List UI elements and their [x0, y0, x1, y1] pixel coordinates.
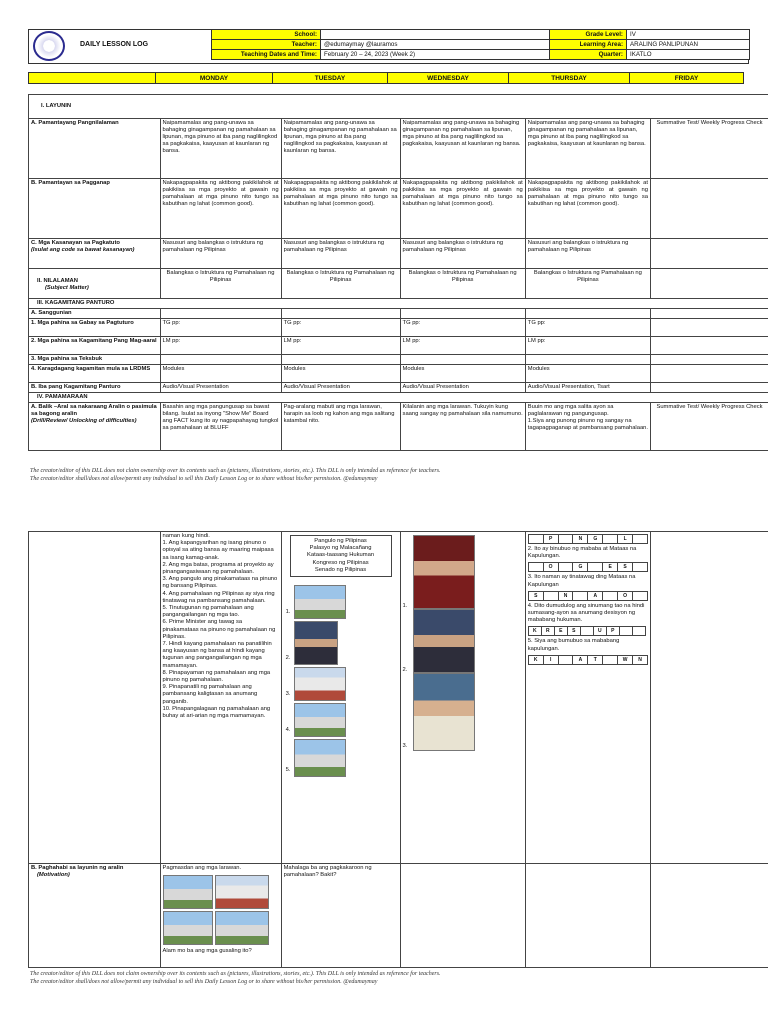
blank	[400, 864, 525, 968]
tg-mon: TG pp:	[160, 319, 281, 337]
motivation-tue: Mahalaga ba ang pagkakaroon ng pamahalaan? Bakit?	[281, 864, 400, 968]
school-value	[321, 30, 550, 40]
words-box	[290, 535, 392, 577]
blank	[400, 355, 525, 365]
num-2: 2.	[285, 655, 291, 662]
pic-row-3	[285, 667, 398, 703]
pamantayang-label: A. Pamantayang Pangnilalaman	[29, 119, 161, 179]
blank	[651, 864, 768, 968]
cell-b-wed: Nakapagpapakita ng aktibong pakikilahok at pakikiisa sa mga proyekto at gawain ng pamahalaan at mga pinuno nito tungo sa kabutihan ng lahat (common good).	[400, 179, 525, 239]
grid-cell	[543, 591, 558, 600]
word-5: Senado ng Pilipinas	[314, 566, 367, 573]
building-image	[294, 667, 346, 701]
kagamitan-heading: III. KAGAMITANG PANTURO	[29, 299, 768, 309]
wed-pic-3	[402, 673, 523, 751]
grid-cell: E	[603, 563, 618, 572]
blank	[281, 355, 400, 365]
grid-cell	[580, 627, 593, 636]
clue-5: 5. Siya ang bumubuo sa mababang kapulungan.	[527, 638, 620, 652]
aa-thu: Buuin mo ang mga salita ayon sa paglalarawan ng pangungusap. 1.Siya ang punong pinuno ng sangay na tagapagpaganap at pambansang pamahalaan.	[525, 403, 650, 451]
grid-cell: G	[588, 535, 603, 544]
grade-value: IV	[627, 30, 750, 40]
word-4: Kongreso ng Pilipinas	[312, 559, 369, 566]
footer-line-2: The creator/editor shall/does not allow/permit any individual to sell this Daily Lesson Log or to share without his/her permission. @edumaymay	[30, 476, 378, 482]
alam-mo-text: Alam mo ba ang mga gusaling ito?	[162, 948, 252, 955]
wed-pics-cell	[400, 532, 525, 864]
grid-cell: S	[528, 591, 543, 600]
grid-cell	[558, 563, 573, 572]
building-image	[294, 703, 346, 737]
cell-c-wed: Nasusuri ang balangkas o istruktura ng pamahalaan ng Pilipinas	[400, 239, 525, 269]
grid-cell: W	[618, 655, 633, 664]
cell-c-mon: Nasusuri ang balangkas o istruktura ng pamahalaan ng Pilipinas	[160, 239, 281, 269]
clue-3: 3. Ito naman ay tinatawag ding Mataas na Kapulungan	[527, 574, 636, 588]
num-4: 4.	[285, 727, 291, 734]
person-image	[413, 535, 475, 609]
grid-cell	[632, 627, 645, 636]
cell-a-mon: Naipamamalas ang pang-unawa sa bahaging ginagampanan ng pamahalaan sa lipunan, mga pinuno at iba pang naglilingkod sa pagkakaisa, kaayusan at kaunlaran ng bansa.	[160, 119, 281, 179]
grid-cell: I	[543, 655, 558, 664]
person-image	[413, 673, 475, 751]
footer-page1	[30, 467, 441, 483]
grid-cell: N	[633, 655, 648, 664]
building-image	[215, 911, 269, 945]
cell-a-fri: Summative Test/ Weekly Progress Check	[651, 119, 768, 179]
tue-match-cell	[281, 532, 400, 864]
cell-c-fri	[651, 239, 768, 269]
cell-ii-mon: Balangkas o Istruktura ng Pamahalaan ng Pilipinas	[160, 269, 281, 299]
word-1: Pangulo ng Pilipinas	[314, 538, 367, 544]
cell-c-thu: Nasusuri ang balangkas o istruktura ng pamahalaan ng Pilipinas	[525, 239, 650, 269]
pagganap-label: B. Pamantayan sa Pagganap	[29, 179, 161, 239]
cell-a-tue: Naipamamalas ang pang-unawa sa bahaging ginagampanan ng pamahalaan sa lipunan, mga pinuno at iba pang naglilingkod sa pagkakaisa, kaayusan at kaunlaran ng bansa.	[281, 119, 400, 179]
lrdms-label: 4. Karagdagang kagamitan mula sa LRDMS	[29, 365, 161, 383]
footer-page2	[30, 970, 441, 986]
grid-cell: K	[528, 655, 543, 664]
pic-list	[284, 585, 398, 779]
pic-row-4	[285, 703, 398, 739]
blank	[651, 532, 768, 864]
gabay-label: 1. Mga pahina sa Gabay sa Pagtuturo	[29, 319, 161, 337]
sanggunian-label: A. Sanggunian	[29, 309, 161, 319]
grade-label: Grade Level:	[550, 30, 627, 40]
kasanayan-sub: (Isulat ang code sa bawat kasanayan)	[31, 247, 135, 253]
pamamaraan-heading: IV. PAMAMARAAN	[29, 393, 768, 403]
grid-cell: O	[543, 563, 558, 572]
aa-fri: Summative Test/ Weekly Progress Check	[651, 403, 768, 451]
day-blank	[29, 73, 156, 84]
dates-value: February 20 – 24, 2023 (Week 2)	[321, 50, 550, 60]
header-table	[211, 29, 750, 60]
grid-cell: S	[567, 627, 580, 636]
cell-ii-thu: Balangkas o Istruktura ng Pamahalaan ng Pilipinas	[525, 269, 650, 299]
layunin-heading: I. LAYUNIN	[29, 95, 768, 119]
cell-b-fri	[651, 179, 768, 239]
blank	[400, 309, 525, 319]
day-thursday: THURSDAY	[509, 73, 630, 84]
mod-thu: Modules	[525, 365, 650, 383]
grid-cell: R	[541, 627, 554, 636]
teksbuk-label: 3. Mga pahina sa Teksbuk	[29, 355, 161, 365]
blank	[29, 532, 161, 864]
area-label: Learning Area:	[550, 40, 627, 50]
av-wed: Audio/Visual Presentation	[400, 383, 525, 393]
grid-cell: N	[573, 535, 588, 544]
nilalaman-label: II. NILALAMAN	[37, 278, 78, 284]
grid-cell	[528, 563, 543, 572]
cell-a-wed: Naipamamalas ang pang-unawa sa bahaging ginagampanan ng pamahalaan sa lipunan, mga pinuno at iba pang naglilingkod sa pagkakaisa, kaayusan at kaunlaran ng bansa.	[400, 119, 525, 179]
word-grid-3	[528, 591, 648, 601]
clue-4: 4. Dito dumudulog ang sinumang tao na hindi sumasang-ayon sa anumang desisyon ng mababang hukuman.	[527, 602, 645, 624]
grid-cell: P	[543, 535, 558, 544]
blank	[651, 309, 768, 319]
cell-b-mon: Nakapagpapakita ng aktibong pakikilahok at pakikiisa sa mga proyekto at gawain ng pamahalaan at mga pinuno nito tungo sa kabutihan ng lahat (common good).	[160, 179, 281, 239]
iba-label: B. Iba pang Kagamitang Panturo	[29, 383, 161, 393]
teacher-label: Teacher:	[212, 40, 321, 50]
num-3: 3.	[285, 691, 291, 698]
fact-bluff-list: naman kung hindi. 1. Ang kapangyarihan ng isang pinuno o opisyal sa ating bansa ay maaring maipasa sa isang kamag-anak. 2. Ang mga batas, programa at proyekto ay pinangangasiwaan ng pamahalaan. 3. Ang pangulo ang pinakamataas na pinuno ng bansang Pilipinas. 4. Ang pamahalaan ng Pilipinas ay siya ring tinatawag na pambansang pamahalaan. 5. Tinutugunan ng pamahalaan ang pangangailangan ng mga tao. 6. Prime Minister ang tawag sa pinakamataas na pinuno ng pamahalaan ng Pilipinas. 7. Hindi kayang pamahalaan na panatilihin ang kaayusan ng bansa at hindi kayang tugunan ang pangangailangan ng mga mamamayan. 8. Pinapayaman ng pamahalaan ang mga pinuno ng pamahalaan. 9. Pinapanatili ng pamahalaan ang pambansang kaligtasan sa anumang panganib. 10. Pinapangalagaan ng pamahalaan ang buhay at ari-arian ng mga mamamayan.	[160, 532, 281, 864]
kasanayan-cell	[29, 239, 161, 269]
cell-a-thu: Naipamamalas ang pang-unawa sa bahaging ginagampanan ng pamahalaan sa lipunan, mga pinuno at iba pang naglilingkod sa pagkakaisa, kaayusan at kaunlaran ng bansa.	[525, 119, 650, 179]
grid-cell: T	[588, 655, 603, 664]
wnum-3: 3.	[402, 743, 408, 749]
grid-cell: U	[593, 627, 606, 636]
tg-thu: TG pp:	[525, 319, 650, 337]
blank	[651, 337, 768, 355]
day-tuesday: TUESDAY	[273, 73, 388, 84]
nilalaman-sub: (Subject Matter)	[45, 285, 89, 291]
grid-cell: K	[528, 627, 541, 636]
school-label: School:	[212, 30, 321, 40]
grid-cell: G	[573, 563, 588, 572]
grid-cell	[633, 591, 648, 600]
grid-cell	[633, 535, 648, 544]
cell-ii-wed: Balangkas o Istruktura ng Pamahalaan ng Pilipinas	[400, 269, 525, 299]
wed-pic-1	[402, 535, 523, 609]
cell-c-tue: Nasusuri ang balangkas o istruktura ng pamahalaan ng Pilipinas	[281, 239, 400, 269]
aa-wed: Kilalanin ang mga larawan. Tukuyin kung saang sangay ng pamahalaan sila namumuno.	[400, 403, 525, 451]
building-image	[294, 739, 346, 777]
building-image	[163, 875, 213, 909]
motivation-mon	[160, 864, 281, 968]
pic-row-1	[285, 585, 398, 621]
kasanayan-label: C. Mga Kasanayan sa Pagkatuto	[31, 240, 120, 246]
area-value: ARALING PANLIPUNAN	[627, 40, 750, 50]
wnum-2: 2.	[402, 667, 408, 673]
building-image	[294, 585, 346, 619]
word-grid-4	[528, 626, 646, 636]
grid-cell: L	[618, 535, 633, 544]
lm-wed: LM pp:	[400, 337, 525, 355]
cell-ii-fri	[651, 269, 768, 299]
lesson-table-page2	[28, 531, 768, 968]
dates-label: Teaching Dates and Time:	[212, 50, 321, 60]
wnum-1: 1.	[402, 603, 408, 609]
av-tue: Audio/Visual Presentation	[281, 383, 400, 393]
lm-thu: LM pp:	[525, 337, 650, 355]
blank	[525, 864, 650, 968]
tg-tue: TG pp:	[281, 319, 400, 337]
footer2-line-1: The creator/editor of this DLL does not claim ownership over its contents such as (pictures, illustrations, stories, etc.). This DLL is only intended as reference for teachers.	[30, 971, 441, 977]
av-thu: Audio/Visual Presentation, Tsart	[525, 383, 650, 393]
blank	[651, 383, 768, 393]
building-image	[215, 875, 269, 909]
grid-cell: N	[558, 591, 573, 600]
grid-cell: A	[588, 591, 603, 600]
footer-line-1: The creator/editor of this DLL does not claim ownership over its contents such as (pictures, illustrations, stories, etc.). This DLL is only intended as reference for teachers.	[30, 468, 441, 474]
deped-seal-icon	[33, 31, 65, 61]
lm-label: 2. Mga pahina sa Kagamitang Pang Mag-aaral	[29, 337, 161, 355]
grid-cell	[619, 627, 632, 636]
motivation-images	[163, 875, 279, 945]
word-grid-2	[528, 562, 648, 572]
teacher-value: @edumaymay @lauramos	[321, 40, 550, 50]
lesson-table	[28, 94, 768, 451]
word-2: Palasyo ng Malacañang	[309, 545, 372, 552]
balik-aral-sub: (Drill/Review/ Unlocking of difficulties)	[31, 418, 137, 424]
day-friday: FRIDAY	[630, 73, 744, 84]
grid-cell	[528, 535, 543, 544]
clue-2: 2. Ito ay binubuo ng mababa at Mataas na Kapulungan.	[527, 546, 637, 560]
tg-wed: TG pp:	[400, 319, 525, 337]
grid-cell	[558, 655, 573, 664]
grid-cell: E	[554, 627, 567, 636]
wed-pic-2	[402, 609, 523, 673]
building-image	[163, 911, 213, 945]
motivation-sub: (Motivation)	[37, 872, 70, 879]
thu-puzzle-cell	[525, 532, 650, 864]
blank	[525, 309, 650, 319]
grid-cell	[633, 563, 648, 572]
cell-b-thu: Nakapagpapakita ng aktibong pakikilahok at pakikiisa sa mga proyekto at gawain ng pamahalaan at mga pinuno nito tungo sa kabutihan ng lahat (common good).	[525, 179, 650, 239]
word-3: Kataas-taasang Hukuman	[307, 552, 375, 559]
blank	[651, 319, 768, 337]
wed-pic-list	[403, 535, 523, 751]
blank	[160, 355, 281, 365]
quarter-value: IKATLO	[627, 50, 750, 60]
blank	[160, 309, 281, 319]
word-grid-1	[528, 534, 648, 544]
blank	[525, 355, 650, 365]
person-image	[413, 609, 475, 673]
mod-tue: Modules	[281, 365, 400, 383]
grid-cell	[603, 655, 618, 664]
grid-cell: S	[618, 563, 633, 572]
aa-mon: Basahin ang mga pangungusap sa bawat bilang. Isulat sa inyong "Show Me" Board ang FACT kung ito ay nagpapahayag tungkol sa pamahalaan at BLUFF	[160, 403, 281, 451]
num-5: 5.	[285, 767, 291, 774]
pic-row-2	[285, 621, 398, 667]
mod-wed: Modules	[400, 365, 525, 383]
nilalaman-cell	[29, 269, 161, 299]
grid-cell	[603, 535, 618, 544]
blank	[651, 365, 768, 383]
word-grid-5	[528, 655, 648, 665]
grid-cell	[588, 563, 603, 572]
quarter-label: Quarter:	[550, 50, 627, 60]
day-bar	[28, 72, 744, 84]
lm-tue: LM pp:	[281, 337, 400, 355]
blank	[651, 355, 768, 365]
aa-tue: Pag-aralang mabuti ang mga larawan, harapin sa loob ng kahon ang mga salitang katambal nito.	[281, 403, 400, 451]
blank	[281, 309, 400, 319]
cell-ii-tue: Balangkas o Istruktura ng Pamahalaan ng Pilipinas	[281, 269, 400, 299]
pagmasdan-text: Pagmasdan ang mga larawan.	[162, 865, 242, 871]
person-image	[294, 621, 338, 665]
paghahabi-label: B. Paghahabi sa layunin ng aralin	[31, 865, 124, 871]
day-wednesday: WEDNESDAY	[388, 73, 509, 84]
balik-aral-label: A. Balik –Aral sa nakaraang Aralin o pasimula sa bagong aralin	[31, 404, 157, 417]
balik-aral-cell	[29, 403, 161, 451]
day-monday: MONDAY	[156, 73, 273, 84]
grid-cell	[558, 535, 573, 544]
av-mon: Audio/Visual Presentation	[160, 383, 281, 393]
grid-cell: O	[618, 591, 633, 600]
footer2-line-2: The creator/editor shall/does not allow/permit any individual to sell this Daily Lesson Log or to share without his/her permission. @edumaymay	[30, 979, 378, 985]
lm-mon: LM pp:	[160, 337, 281, 355]
grid-cell: P	[606, 627, 619, 636]
grid-cell	[603, 591, 618, 600]
cell-b-tue: Nakapagpapakita ng aktibong pakikilahok at pakikiisa sa mga proyekto at gawain ng pamahalaan at mga pinuno nito tungo sa kabutihan ng lahat (common good).	[281, 179, 400, 239]
pic-row-5	[285, 739, 398, 779]
grid-cell: A	[573, 655, 588, 664]
grid-cell	[573, 591, 588, 600]
mod-mon: Modules	[160, 365, 281, 383]
motivation-cell	[29, 864, 161, 968]
num-1: 1.	[285, 609, 291, 616]
doc-title: DAILY LESSON LOG	[80, 41, 149, 48]
